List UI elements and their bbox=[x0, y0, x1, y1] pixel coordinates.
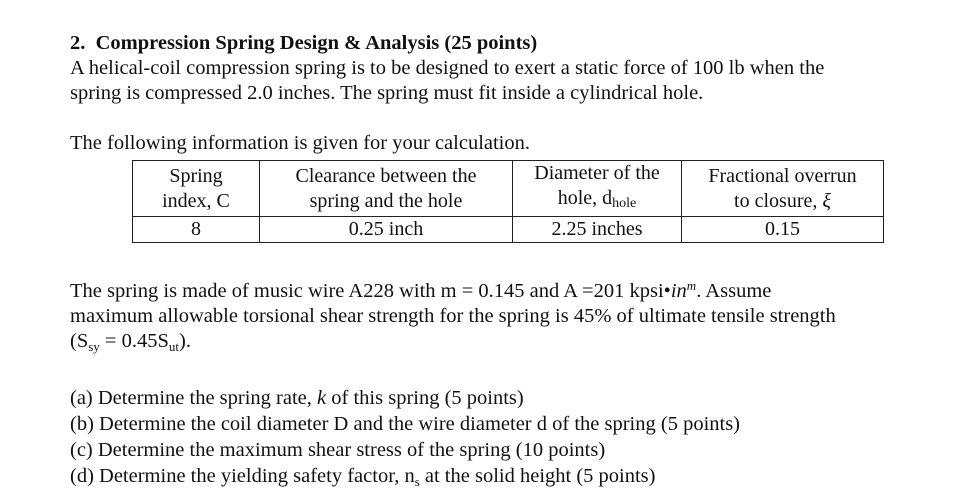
header-hole-diameter: Diameter of the hole, dhole bbox=[513, 161, 682, 217]
question-parts bbox=[70, 385, 950, 495]
header-spring-index: Spring index, C bbox=[133, 161, 260, 217]
problem-number: 2. bbox=[70, 32, 86, 54]
material-line-1: The spring is made of music wire A228 with m = 0.145 and A =201 $kpsi•in^m$. Assume bbox=[70, 278, 772, 302]
given-info-text: The following information is given for your calculation. bbox=[70, 132, 530, 154]
problem-intro bbox=[70, 56, 950, 106]
header-fractional-overrun: Fractional overrun to closure, ξ bbox=[682, 161, 884, 217]
part-a: (a) Determine the spring rate, k of this spring (5 points) bbox=[70, 387, 524, 409]
hole-subscript: hole bbox=[612, 196, 637, 211]
value-hole-diameter: 2.25 inches bbox=[513, 217, 682, 243]
value-fractional-overrun: 0.15 bbox=[682, 217, 884, 243]
header-clearance: Clearance between the spring and the hole bbox=[260, 161, 513, 217]
value-clearance: 0.25 inch bbox=[260, 217, 513, 243]
material-line-3: $(S_{sy} = 0.45S_{ut})$. bbox=[70, 330, 191, 354]
material-paragraph bbox=[70, 273, 950, 359]
part-b: (b) Determine the coil diameter D and the wire diameter d of the spring (5 points) bbox=[70, 413, 741, 435]
part-c: (c) Determine the maximum shear stress of the spring (10 points) bbox=[70, 439, 606, 461]
part-d: (d) Determine the yielding safety factor, $n_s$ at the solid height (5 points) bbox=[70, 465, 656, 489]
problem-document bbox=[70, 31, 950, 495]
intro-line-1: A helical-coil compression spring is to be designed to exert a static force of 100 lb when the bbox=[70, 57, 825, 79]
xi-symbol: ξ bbox=[822, 189, 831, 212]
material-line-2: maximum allowable torsional shear strength for the spring is 45% of ultimate tensile strength bbox=[70, 305, 836, 327]
problem-title: Compression Spring Design & Analysis (25 points) bbox=[95, 32, 538, 54]
intro-line-2: spring is compressed 2.0 inches. The spring must fit inside a cylindrical hole. bbox=[70, 82, 704, 104]
value-spring-index: 8 bbox=[133, 217, 260, 243]
given-info-table bbox=[132, 160, 884, 243]
table-row bbox=[133, 217, 884, 243]
table-header-row bbox=[133, 161, 884, 217]
problem-heading bbox=[70, 31, 950, 56]
